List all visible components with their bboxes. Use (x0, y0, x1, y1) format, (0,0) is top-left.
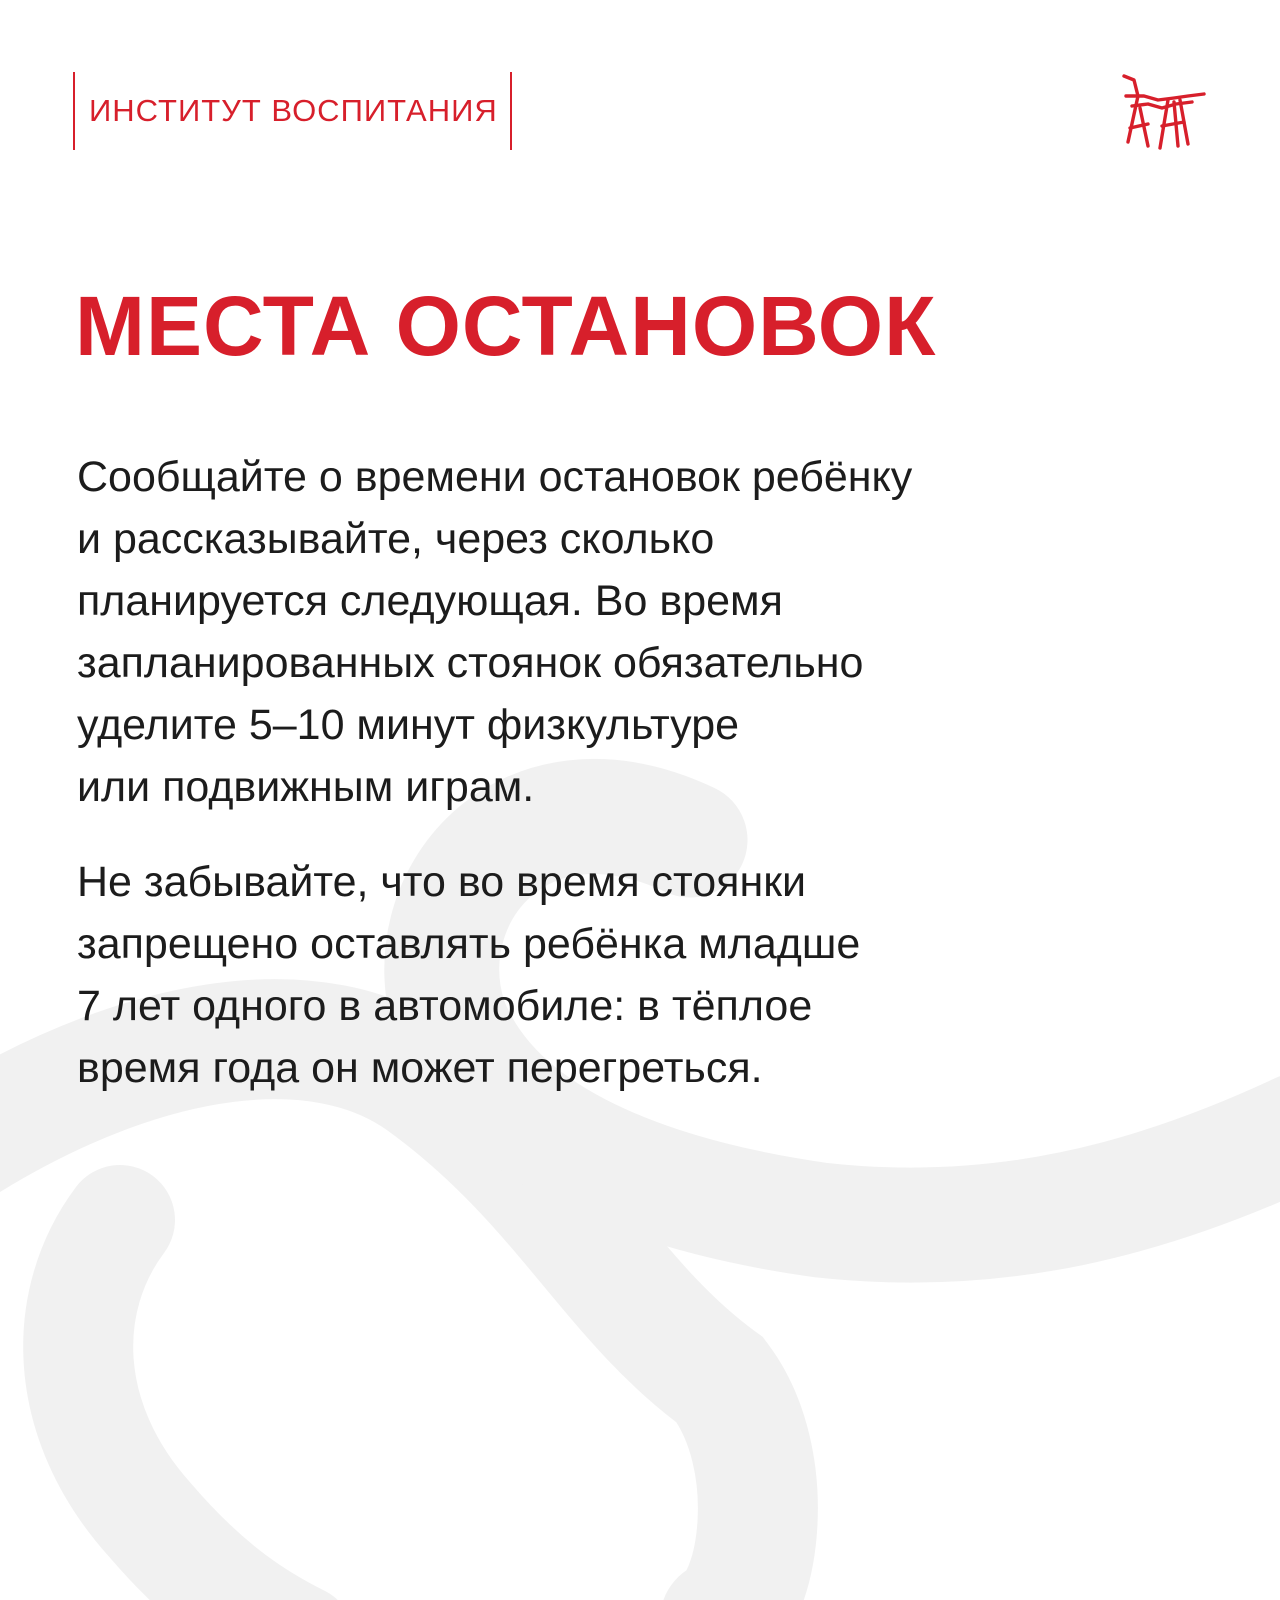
organization-name: ИНСТИТУТ ВОСПИТАНИЯ (89, 93, 498, 128)
page-title: МЕСТА ОСТАНОВОК (75, 279, 937, 373)
text-line: или подвижным играм. (77, 763, 535, 811)
text-line: запланированных стоянок обязательно (77, 639, 864, 687)
header-right-bar (510, 72, 512, 150)
text-line: 7 лет одного в автомобиле: в тёплое (77, 982, 813, 1030)
text-line: Сообщайте о времени остановок ребёнку (77, 453, 913, 501)
text-line: планируется следующая. Во время (77, 577, 783, 625)
horse-logo-icon (1118, 68, 1216, 158)
text-line: Не забывайте, что во время стоянки (77, 858, 807, 906)
paragraph-stops-info (77, 446, 912, 818)
header (73, 72, 512, 150)
text-line: запрещено оставлять ребёнка младше (77, 920, 861, 968)
text-line: уделите 5–10 минут физкультуре (77, 701, 740, 749)
text-line: и рассказывайте, через сколько (77, 515, 715, 563)
paragraph-safety-warning (77, 851, 860, 1099)
text-line: время года он может перегреться. (77, 1044, 763, 1092)
